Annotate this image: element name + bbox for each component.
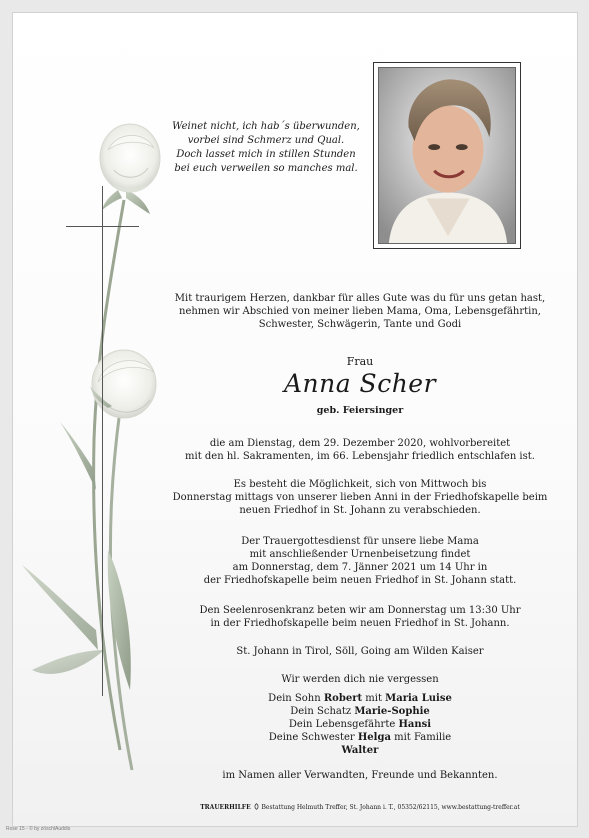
intro-line: Schwester, Schwägerin, Tante und Godi (258, 319, 462, 330)
mourner-line (150, 705, 570, 718)
mourner-line (150, 718, 570, 731)
farewell-line: neuen Friedhof in St. Johann zu verabschieden. (239, 505, 481, 516)
death-notice-line: mit den hl. Sakramenten, im 66. Lebensjahr friedlich entschlafen ist. (185, 451, 535, 462)
portrait-frame (373, 62, 521, 249)
intro-line: Mit traurigem Herzen, dankbar für alles Gute was du für uns getan hast, (174, 293, 546, 304)
maiden-name: geb. Feiersinger (316, 405, 404, 416)
rosary-line: Den Seelenrosenkranz beten wir am Donnerstag um 13:30 Uhr (199, 605, 521, 616)
mourner-text: mit Familie (390, 732, 452, 743)
poem-line: bei euch verweilen so manches mal. (174, 163, 358, 174)
intro-line: nehmen wir Abschied von meiner lieben Mama, Oma, Lebensgefährtin, (179, 306, 541, 317)
portrait-photo (378, 67, 516, 244)
mourner-text: Dein Lebensgefährte (288, 719, 399, 730)
image-credit: Rose 15 - © by zöschlAuddis (6, 826, 71, 832)
mourner-name: Maria Luise (385, 693, 452, 704)
mourner-name: Walter (341, 745, 379, 756)
footer-brand: TRAUERHILFE (200, 804, 251, 811)
service-line: Der Trauergottesdienst für unsere liebe Mama (241, 536, 479, 547)
salutation: Frau (346, 355, 374, 368)
mourner-line (150, 744, 570, 757)
farewell-line: Es besteht die Möglichkeit, sich von Mittwoch bis (233, 479, 487, 490)
death-notice (150, 437, 570, 463)
mourner-text: Dein Sohn (268, 693, 324, 704)
service-text (150, 535, 570, 587)
farewell-line: Donnerstag mittags von unserer lieben Anni in der Friedhofskapelle beim (172, 492, 548, 503)
cross-vertical-bar (102, 186, 103, 696)
rosary-line: in der Friedhofskapelle beim neuen Friedhof in St. Johann. (210, 618, 510, 629)
mourner-text: mit (362, 693, 386, 704)
death-notice-line: die am Dienstag, dem 29. Dezember 2020, wohlvorbereitet (209, 438, 511, 449)
mourner-line (150, 731, 570, 744)
service-line: am Donnerstag, dem 7. Jänner 2021 um 14 Uhr in (232, 562, 488, 573)
mourners-list (150, 692, 570, 757)
mourner-text: Dein Schatz (290, 706, 355, 717)
mourner-name: Robert (323, 693, 363, 704)
mourner-text: Deine Schwester (268, 732, 358, 743)
mourner-name: Helga (357, 732, 391, 743)
intro-text (150, 292, 570, 331)
remember-line: Wir werden dich nie vergessen (281, 674, 439, 685)
poem-line: vorbei sind Schmerz und Qual. (187, 135, 345, 146)
poem-line: Doch lasset mich in stillen Stunden (176, 149, 356, 160)
closing-line: im Namen aller Verwandten, Freunde und Bekannten. (222, 770, 498, 781)
poem-line: Weinet nicht, ich hab´s überwunden, (172, 121, 360, 132)
footer-contact: Bestattung Helmuth Treffer, St. Johann i. T., 05352/62115, www.bestattung-treffer.at (261, 804, 520, 811)
mourner-name: Hansi (398, 719, 432, 730)
service-line: der Friedhofskapelle beim neuen Friedhof in St. Johann statt. (203, 575, 517, 586)
poem (168, 120, 364, 176)
cross-horizontal-bar (66, 226, 139, 227)
service-line: mit anschließender Urnenbeisetzung findet (249, 549, 471, 560)
funeral-home-footer (150, 803, 570, 811)
place-line: St. Johann in Tirol, Söll, Going am Wilden Kaiser (236, 646, 484, 657)
rosary-text (150, 604, 570, 630)
deceased-name: Anna Scher (283, 369, 437, 398)
farewell-text (150, 478, 570, 517)
mourner-line (150, 692, 570, 705)
mourner-name: Marie-Sophie (354, 706, 430, 717)
funeral-home-logo-icon (253, 803, 260, 810)
